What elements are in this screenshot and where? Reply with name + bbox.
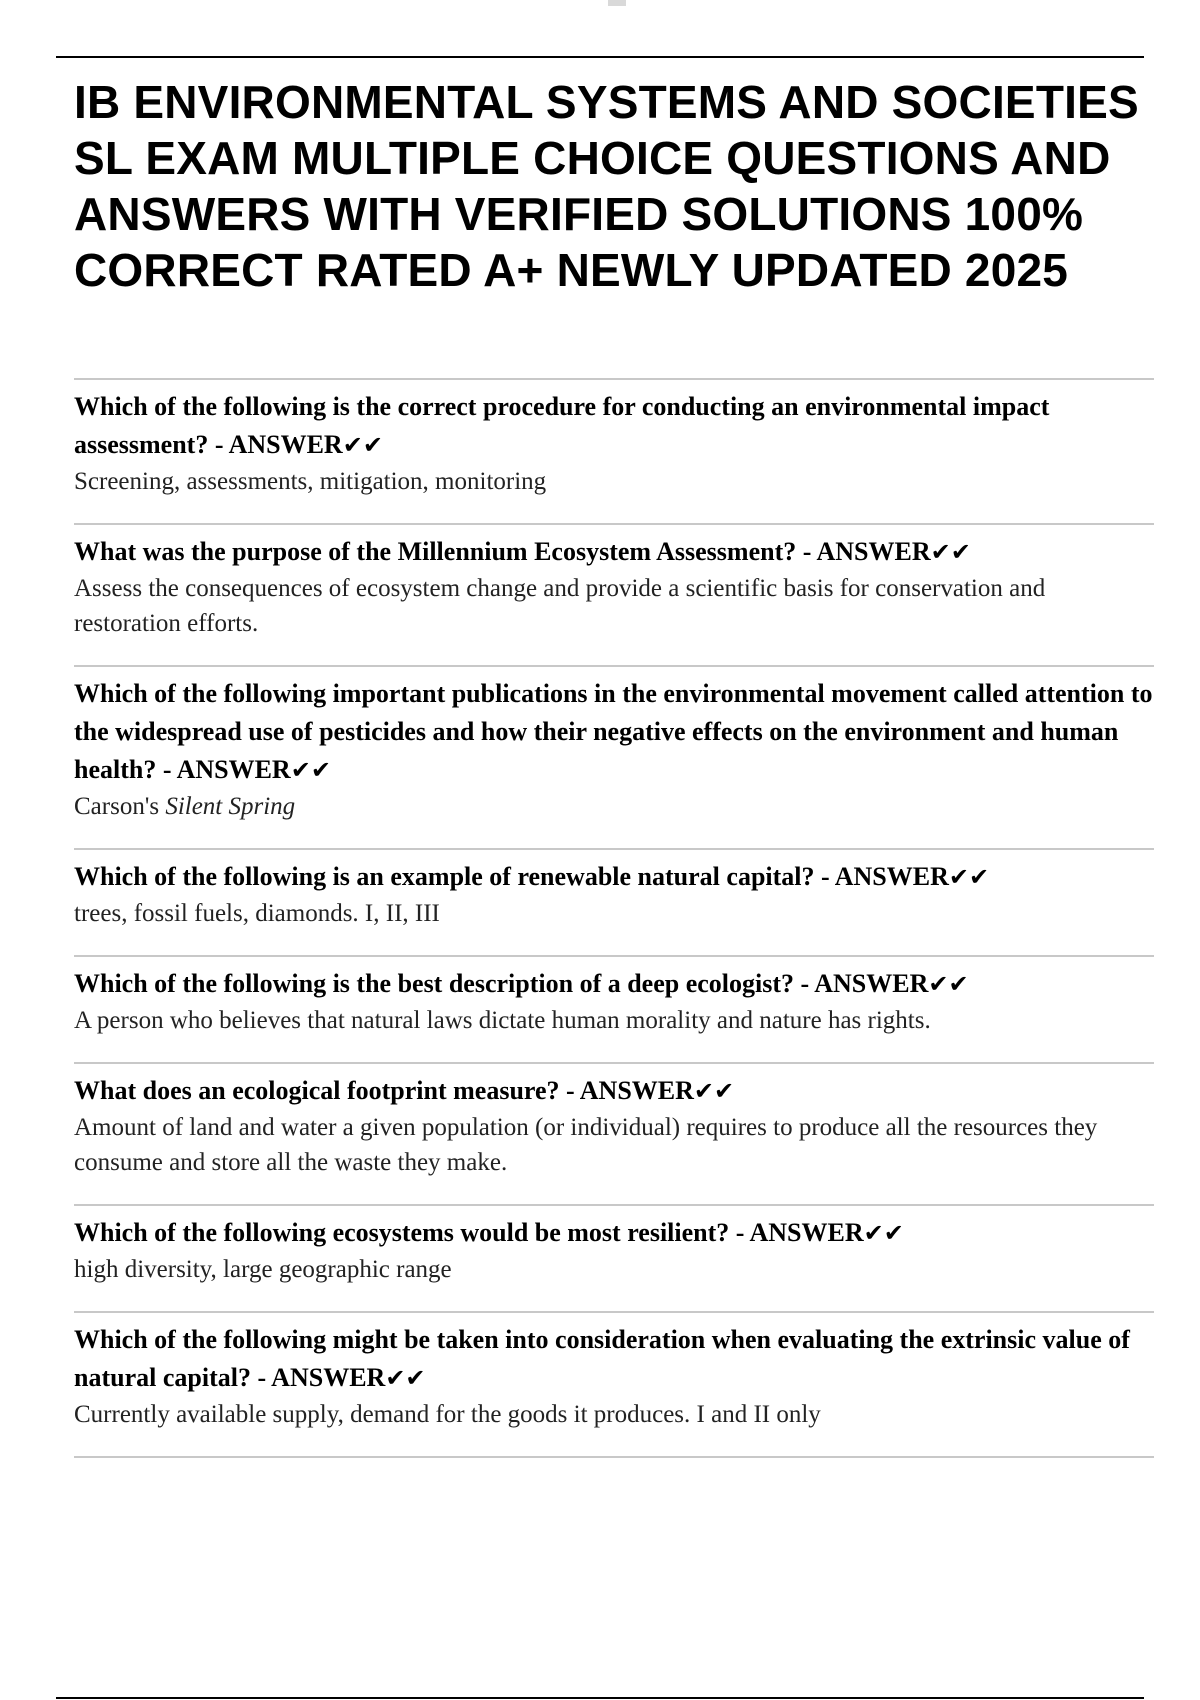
qa-item (74, 848, 1154, 955)
question-text: What was the purpose of the Millennium Ecosystem Assessment? - ANSWER✔✔ (74, 537, 971, 566)
question-text: Which of the following is the correct procedure for conducting an environmental impact assessment? - ANSWER✔✔ (74, 392, 1050, 459)
answer-text: A person who believes that natural laws dictate human morality and nature has rights. (74, 1007, 931, 1034)
qa-item (74, 378, 1154, 523)
page-top-mark (608, 0, 626, 6)
question-text: Which of the following important publications in the environmental movement called attention to the widespread use of pesticides and how their negative effects on the environment and human health? - ANSWER✔✔ (74, 679, 1153, 784)
answer-text: trees, fossil fuels, diamonds. I, II, III (74, 900, 440, 927)
double-check-icon: ✔✔ (863, 1219, 904, 1247)
qa-item (74, 1062, 1154, 1204)
answer-text: Carson's Silent Spring (74, 793, 296, 820)
double-check-icon: ✔✔ (290, 756, 331, 784)
question-text: Which of the following might be taken into consideration when evaluating the extrinsic value of natural capital? - ANSWER✔✔ (74, 1325, 1130, 1392)
answer-text: Currently available supply, demand for the goods it produces. I and II only (74, 1401, 821, 1428)
top-divider (56, 56, 1144, 58)
answer-text: high diversity, large geographic range (74, 1256, 452, 1283)
double-check-icon: ✔✔ (693, 1077, 735, 1105)
answer-text: Screening, assessments, mitigation, monitoring (74, 468, 547, 495)
double-check-icon: ✔✔ (948, 863, 990, 891)
question-text: Which of the following is the best description of a deep ecologist? - ANSWER✔✔ (74, 969, 969, 998)
answer-text: Amount of land and water a given population (or individual) requires to produce all the resources they consume and store all the waste they make. (74, 1114, 1098, 1176)
question-text: What does an ecological footprint measure? - ANSWER✔✔ (74, 1076, 735, 1105)
question-text: Which of the following ecosystems would be most resilient? - ANSWER✔✔ (74, 1218, 904, 1247)
bottom-divider (56, 1697, 1144, 1699)
book-title: Silent Spring (165, 793, 296, 820)
double-check-icon: ✔✔ (928, 970, 969, 998)
double-check-icon: ✔✔ (930, 538, 971, 566)
qa-list (74, 378, 1154, 1458)
qa-item (74, 523, 1154, 665)
question-text: Which of the following is an example of renewable natural capital? - ANSWER✔✔ (74, 862, 990, 891)
double-check-icon: ✔✔ (385, 1364, 426, 1392)
qa-item (74, 1311, 1154, 1458)
double-check-icon: ✔✔ (342, 431, 383, 459)
qa-item (74, 955, 1154, 1062)
document-title: IB ENVIRONMENTAL SYSTEMS AND SOCIETIES SL EXAM MULTIPLE CHOICE QUESTIONS AND ANSWERS WITH VERIFIED SOLUTIONS 100% CORRECT RATED A+ NEWLY UPDATED 2025 (74, 76, 1139, 296)
qa-item (74, 1204, 1154, 1311)
answer-text: Assess the consequences of ecosystem change and provide a scientific basis for conservation and restoration efforts. (74, 575, 1046, 637)
qa-item (74, 665, 1154, 848)
